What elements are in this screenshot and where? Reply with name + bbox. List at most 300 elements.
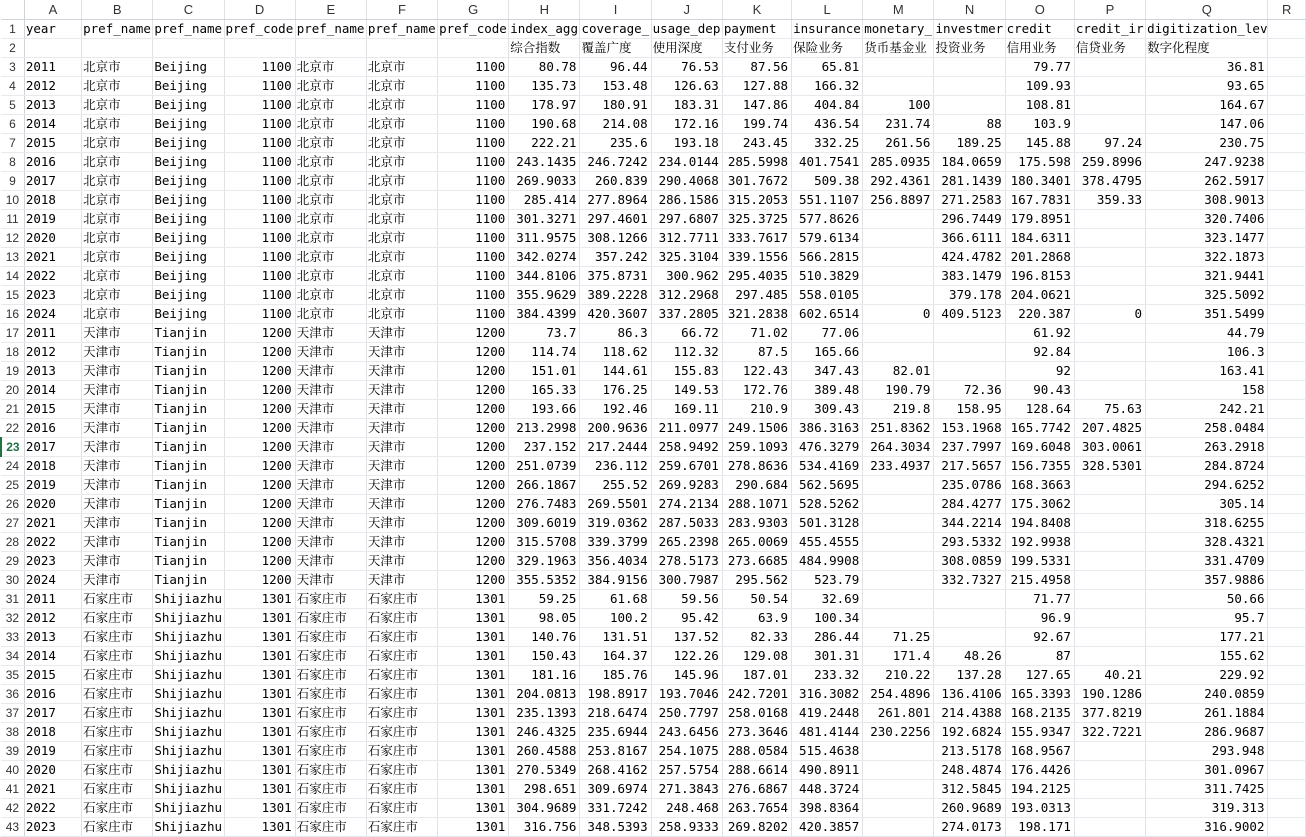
cell-I35[interactable]: 185.76 [580,666,651,685]
cell-A29[interactable]: 2023 [24,552,81,571]
cell-I16[interactable]: 420.3607 [580,305,651,324]
cell-I2[interactable]: 覆盖广度 [580,39,651,58]
cell-D32[interactable]: 1301 [224,609,295,628]
select-all-corner[interactable] [1,0,24,20]
cell-O25[interactable]: 168.3663 [1005,476,1074,495]
cell-O31[interactable]: 71.77 [1005,590,1074,609]
cell-I18[interactable]: 118.62 [580,343,651,362]
cell-B34[interactable]: 石家庄市 [82,647,153,666]
cell-M24[interactable]: 233.4937 [863,457,934,476]
cell-A1[interactable]: year [24,20,81,39]
cell-A34[interactable]: 2014 [24,647,81,666]
cell-O17[interactable]: 61.92 [1005,324,1074,343]
cell-G7[interactable]: 1100 [438,134,509,153]
cell-Q4[interactable]: 93.65 [1146,77,1268,96]
row-header-3[interactable]: 3 [1,58,24,77]
cell-H5[interactable]: 178.97 [509,96,580,115]
cell-I19[interactable]: 144.61 [580,362,651,381]
cell-P4[interactable] [1074,77,1145,96]
cell-J19[interactable]: 155.83 [651,362,722,381]
cell-A11[interactable]: 2019 [24,210,81,229]
row-header-18[interactable]: 18 [1,343,24,362]
cell-N1[interactable]: investmer [934,20,1005,39]
cell-O40[interactable]: 176.4426 [1005,761,1074,780]
cell-J8[interactable]: 234.0144 [651,153,722,172]
column-header-K[interactable]: K [722,0,791,20]
column-header-O[interactable]: O [1005,0,1074,20]
cell-M12[interactable] [863,229,934,248]
cell-B27[interactable]: 天津市 [82,514,153,533]
cell-N17[interactable] [934,324,1005,343]
cell-F28[interactable]: 天津市 [366,533,437,552]
cell-P35[interactable]: 40.21 [1074,666,1145,685]
row-header-41[interactable]: 41 [1,780,24,799]
row-header-12[interactable]: 12 [1,229,24,248]
cell-D39[interactable]: 1301 [224,742,295,761]
cell-P14[interactable] [1074,267,1145,286]
cell-H35[interactable]: 181.16 [509,666,580,685]
cell-K30[interactable]: 295.562 [722,571,791,590]
cell-R31[interactable] [1268,590,1306,609]
cell-C3[interactable]: Beijing [153,58,224,77]
column-header-J[interactable]: J [651,0,722,20]
cell-B1[interactable]: pref_name [82,20,153,39]
cell-B3[interactable]: 北京市 [82,58,153,77]
cell-R7[interactable] [1268,134,1306,153]
cell-D26[interactable]: 1200 [224,495,295,514]
cell-O10[interactable]: 167.7831 [1005,191,1074,210]
cell-E20[interactable]: 天津市 [295,381,366,400]
cell-I22[interactable]: 200.9636 [580,419,651,438]
cell-I42[interactable]: 331.7242 [580,799,651,818]
cell-C9[interactable]: Beijing [153,172,224,191]
row-header-16[interactable]: 16 [1,305,24,324]
cell-R28[interactable] [1268,533,1306,552]
cell-H6[interactable]: 190.68 [509,115,580,134]
cell-P12[interactable] [1074,229,1145,248]
cell-E14[interactable]: 北京市 [295,267,366,286]
cell-E28[interactable]: 天津市 [295,533,366,552]
cell-N18[interactable] [934,343,1005,362]
cell-C24[interactable]: Tianjin [153,457,224,476]
cell-A41[interactable]: 2021 [24,780,81,799]
cell-I11[interactable]: 297.4601 [580,210,651,229]
cell-F18[interactable]: 天津市 [366,343,437,362]
cell-I14[interactable]: 375.8731 [580,267,651,286]
cell-K32[interactable]: 63.9 [722,609,791,628]
cell-E39[interactable]: 石家庄市 [295,742,366,761]
cell-E41[interactable]: 石家庄市 [295,780,366,799]
cell-B39[interactable]: 石家庄市 [82,742,153,761]
cell-P11[interactable] [1074,210,1145,229]
cell-M3[interactable] [863,58,934,77]
cell-Q34[interactable]: 155.62 [1146,647,1268,666]
cell-L12[interactable]: 579.6134 [792,229,863,248]
cell-O12[interactable]: 184.6311 [1005,229,1074,248]
row-header-4[interactable]: 4 [1,77,24,96]
cell-P40[interactable] [1074,761,1145,780]
cell-Q9[interactable]: 262.5917 [1146,172,1268,191]
column-header-E[interactable]: E [295,0,366,20]
cell-Q43[interactable]: 316.9002 [1146,818,1268,837]
cell-G31[interactable]: 1301 [438,590,509,609]
cell-H37[interactable]: 235.1393 [509,704,580,723]
cell-A8[interactable]: 2016 [24,153,81,172]
column-header-G[interactable]: G [438,0,509,20]
cell-E27[interactable]: 天津市 [295,514,366,533]
cell-O1[interactable]: credit [1005,20,1074,39]
cell-R15[interactable] [1268,286,1306,305]
column-header-A[interactable]: A [24,0,81,20]
cell-D4[interactable]: 1100 [224,77,295,96]
row-header-2[interactable]: 2 [1,39,24,58]
cell-L22[interactable]: 386.3163 [792,419,863,438]
cell-F30[interactable]: 天津市 [366,571,437,590]
cell-G6[interactable]: 1100 [438,115,509,134]
row-header-36[interactable]: 36 [1,685,24,704]
cell-A3[interactable]: 2011 [24,58,81,77]
cell-K16[interactable]: 321.2838 [722,305,791,324]
row-header-19[interactable]: 19 [1,362,24,381]
cell-K1[interactable]: payment [722,20,791,39]
cell-C43[interactable]: Shijiazhu [153,818,224,837]
cell-M25[interactable] [863,476,934,495]
cell-C30[interactable]: Tianjin [153,571,224,590]
cell-O11[interactable]: 179.8951 [1005,210,1074,229]
cell-N20[interactable]: 72.36 [934,381,1005,400]
cell-M17[interactable] [863,324,934,343]
cell-D37[interactable]: 1301 [224,704,295,723]
cell-C26[interactable]: Tianjin [153,495,224,514]
cell-C37[interactable]: Shijiazhu [153,704,224,723]
cell-F10[interactable]: 北京市 [366,191,437,210]
cell-G17[interactable]: 1200 [438,324,509,343]
cell-Q1[interactable]: digitization_lev [1146,20,1268,39]
cell-Q10[interactable]: 308.9013 [1146,191,1268,210]
cell-G40[interactable]: 1301 [438,761,509,780]
cell-G33[interactable]: 1301 [438,628,509,647]
cell-A7[interactable]: 2015 [24,134,81,153]
cell-K18[interactable]: 87.5 [722,343,791,362]
cell-J38[interactable]: 243.6456 [651,723,722,742]
cell-Q41[interactable]: 311.7425 [1146,780,1268,799]
cell-J41[interactable]: 271.3843 [651,780,722,799]
cell-L20[interactable]: 389.48 [792,381,863,400]
cell-P31[interactable] [1074,590,1145,609]
cell-O43[interactable]: 198.171 [1005,818,1074,837]
cell-Q3[interactable]: 36.81 [1146,58,1268,77]
cell-H38[interactable]: 246.4325 [509,723,580,742]
cell-L37[interactable]: 419.2448 [792,704,863,723]
cell-C18[interactable]: Tianjin [153,343,224,362]
cell-Q14[interactable]: 321.9441 [1146,267,1268,286]
cell-N8[interactable]: 184.0659 [934,153,1005,172]
cell-P10[interactable]: 359.33 [1074,191,1145,210]
row-header-43[interactable]: 43 [1,818,24,837]
cell-B6[interactable]: 北京市 [82,115,153,134]
cell-D22[interactable]: 1200 [224,419,295,438]
cell-M39[interactable] [863,742,934,761]
cell-C33[interactable]: Shijiazhu [153,628,224,647]
cell-M6[interactable]: 231.74 [863,115,934,134]
cell-B22[interactable]: 天津市 [82,419,153,438]
cell-I41[interactable]: 309.6974 [580,780,651,799]
cell-J2[interactable]: 使用深度 [651,39,722,58]
cell-Q29[interactable]: 331.4709 [1146,552,1268,571]
cell-C14[interactable]: Beijing [153,267,224,286]
cell-B20[interactable]: 天津市 [82,381,153,400]
cell-R14[interactable] [1268,267,1306,286]
cell-D20[interactable]: 1200 [224,381,295,400]
cell-N37[interactable]: 214.4388 [934,704,1005,723]
cell-B31[interactable]: 石家庄市 [82,590,153,609]
cell-C23[interactable]: Tianjin [153,438,224,457]
cell-J31[interactable]: 59.56 [651,590,722,609]
cell-J22[interactable]: 211.0977 [651,419,722,438]
cell-C20[interactable]: Tianjin [153,381,224,400]
cell-D17[interactable]: 1200 [224,324,295,343]
cell-C36[interactable]: Shijiazhu [153,685,224,704]
cell-F35[interactable]: 石家庄市 [366,666,437,685]
cell-C39[interactable]: Shijiazhu [153,742,224,761]
cell-P37[interactable]: 377.8219 [1074,704,1145,723]
cell-F37[interactable]: 石家庄市 [366,704,437,723]
cell-R21[interactable] [1268,400,1306,419]
cell-O14[interactable]: 196.8153 [1005,267,1074,286]
cell-N4[interactable] [934,77,1005,96]
cell-N30[interactable]: 332.7327 [934,571,1005,590]
cell-J28[interactable]: 265.2398 [651,533,722,552]
cell-R13[interactable] [1268,248,1306,267]
row-header-10[interactable]: 10 [1,191,24,210]
cell-J13[interactable]: 325.3104 [651,248,722,267]
cell-K22[interactable]: 249.1506 [722,419,791,438]
cell-P33[interactable] [1074,628,1145,647]
cell-F3[interactable]: 北京市 [366,58,437,77]
cell-E7[interactable]: 北京市 [295,134,366,153]
cell-O27[interactable]: 194.8408 [1005,514,1074,533]
cell-C42[interactable]: Shijiazhu [153,799,224,818]
cell-M2[interactable]: 货币基金业 [863,39,934,58]
cell-M10[interactable]: 256.8897 [863,191,934,210]
column-header-R[interactable]: R [1268,0,1306,20]
cell-J39[interactable]: 254.1075 [651,742,722,761]
cell-H2[interactable]: 综合指数 [509,39,580,58]
cell-P42[interactable] [1074,799,1145,818]
cell-Q11[interactable]: 320.7406 [1146,210,1268,229]
cell-P2[interactable]: 信贷业务 [1074,39,1145,58]
cell-K4[interactable]: 127.88 [722,77,791,96]
cell-R33[interactable] [1268,628,1306,647]
cell-K5[interactable]: 147.86 [722,96,791,115]
cell-I27[interactable]: 319.0362 [580,514,651,533]
cell-K19[interactable]: 122.43 [722,362,791,381]
cell-A42[interactable]: 2022 [24,799,81,818]
cell-H39[interactable]: 260.4588 [509,742,580,761]
cell-K27[interactable]: 283.9303 [722,514,791,533]
cell-I33[interactable]: 131.51 [580,628,651,647]
cell-O6[interactable]: 103.9 [1005,115,1074,134]
cell-B25[interactable]: 天津市 [82,476,153,495]
cell-M19[interactable]: 82.01 [863,362,934,381]
cell-E40[interactable]: 石家庄市 [295,761,366,780]
cell-B9[interactable]: 北京市 [82,172,153,191]
cell-Q39[interactable]: 293.948 [1146,742,1268,761]
cell-I12[interactable]: 308.1266 [580,229,651,248]
cell-D21[interactable]: 1200 [224,400,295,419]
cell-B5[interactable]: 北京市 [82,96,153,115]
cell-P20[interactable] [1074,381,1145,400]
cell-G16[interactable]: 1100 [438,305,509,324]
cell-B8[interactable]: 北京市 [82,153,153,172]
cell-K34[interactable]: 129.08 [722,647,791,666]
cell-E43[interactable]: 石家庄市 [295,818,366,837]
column-header-L[interactable]: L [792,0,863,20]
row-header-32[interactable]: 32 [1,609,24,628]
cell-A10[interactable]: 2018 [24,191,81,210]
cell-R2[interactable] [1268,39,1306,58]
cell-R32[interactable] [1268,609,1306,628]
cell-M38[interactable]: 230.2256 [863,723,934,742]
cell-D34[interactable]: 1301 [224,647,295,666]
cell-C29[interactable]: Tianjin [153,552,224,571]
cell-E16[interactable]: 北京市 [295,305,366,324]
cell-O5[interactable]: 108.81 [1005,96,1074,115]
cell-D25[interactable]: 1200 [224,476,295,495]
cell-G38[interactable]: 1301 [438,723,509,742]
cell-D40[interactable]: 1301 [224,761,295,780]
cell-I34[interactable]: 164.37 [580,647,651,666]
cell-A5[interactable]: 2013 [24,96,81,115]
cell-N35[interactable]: 137.28 [934,666,1005,685]
cell-B13[interactable]: 北京市 [82,248,153,267]
cell-L29[interactable]: 484.9908 [792,552,863,571]
cell-E25[interactable]: 天津市 [295,476,366,495]
cell-N14[interactable]: 383.1479 [934,267,1005,286]
cell-A39[interactable]: 2019 [24,742,81,761]
cell-M26[interactable] [863,495,934,514]
cell-C38[interactable]: Shijiazhu [153,723,224,742]
cell-K24[interactable]: 278.8636 [722,457,791,476]
cell-L5[interactable]: 404.84 [792,96,863,115]
cell-N29[interactable]: 308.0859 [934,552,1005,571]
cell-F25[interactable]: 天津市 [366,476,437,495]
cell-A31[interactable]: 2011 [24,590,81,609]
cell-R22[interactable] [1268,419,1306,438]
cell-F24[interactable]: 天津市 [366,457,437,476]
cell-G20[interactable]: 1200 [438,381,509,400]
cell-I43[interactable]: 348.5393 [580,818,651,837]
cell-Q40[interactable]: 301.0967 [1146,761,1268,780]
cell-H27[interactable]: 309.6019 [509,514,580,533]
cell-Q28[interactable]: 328.4321 [1146,533,1268,552]
row-header-20[interactable]: 20 [1,381,24,400]
cell-G14[interactable]: 1100 [438,267,509,286]
cell-R25[interactable] [1268,476,1306,495]
cell-D15[interactable]: 1100 [224,286,295,305]
cell-K6[interactable]: 199.74 [722,115,791,134]
row-header-5[interactable]: 5 [1,96,24,115]
cell-R5[interactable] [1268,96,1306,115]
cell-F8[interactable]: 北京市 [366,153,437,172]
cell-G15[interactable]: 1100 [438,286,509,305]
cell-I38[interactable]: 235.6944 [580,723,651,742]
cell-G4[interactable]: 1100 [438,77,509,96]
cell-N43[interactable]: 274.0173 [934,818,1005,837]
cell-F29[interactable]: 天津市 [366,552,437,571]
cell-B7[interactable]: 北京市 [82,134,153,153]
cell-Q37[interactable]: 261.1884 [1146,704,1268,723]
cell-Q36[interactable]: 240.0859 [1146,685,1268,704]
row-header-11[interactable]: 11 [1,210,24,229]
cell-C32[interactable]: Shijiazhu [153,609,224,628]
cell-P28[interactable] [1074,533,1145,552]
cell-D9[interactable]: 1100 [224,172,295,191]
cell-M14[interactable] [863,267,934,286]
cell-H42[interactable]: 304.9689 [509,799,580,818]
cell-P25[interactable] [1074,476,1145,495]
cell-L14[interactable]: 510.3829 [792,267,863,286]
cell-N16[interactable]: 409.5123 [934,305,1005,324]
cell-D13[interactable]: 1100 [224,248,295,267]
column-header-M[interactable]: M [863,0,934,20]
cell-B29[interactable]: 天津市 [82,552,153,571]
cell-Q27[interactable]: 318.6255 [1146,514,1268,533]
cell-G28[interactable]: 1200 [438,533,509,552]
cell-D29[interactable]: 1200 [224,552,295,571]
cell-E11[interactable]: 北京市 [295,210,366,229]
cell-G3[interactable]: 1100 [438,58,509,77]
cell-N36[interactable]: 136.4106 [934,685,1005,704]
cell-N9[interactable]: 281.1439 [934,172,1005,191]
cell-Q32[interactable]: 95.7 [1146,609,1268,628]
cell-H25[interactable]: 266.1867 [509,476,580,495]
cell-A43[interactable]: 2023 [24,818,81,837]
cell-K2[interactable]: 支付业务 [722,39,791,58]
cell-I40[interactable]: 268.4162 [580,761,651,780]
cell-I26[interactable]: 269.5501 [580,495,651,514]
cell-O28[interactable]: 192.9938 [1005,533,1074,552]
cell-E34[interactable]: 石家庄市 [295,647,366,666]
cell-O29[interactable]: 199.5331 [1005,552,1074,571]
cell-D19[interactable]: 1200 [224,362,295,381]
cell-O13[interactable]: 201.2868 [1005,248,1074,267]
cell-O19[interactable]: 92 [1005,362,1074,381]
cell-R3[interactable] [1268,58,1306,77]
row-header-37[interactable]: 37 [1,704,24,723]
cell-I4[interactable]: 153.48 [580,77,651,96]
cell-G12[interactable]: 1100 [438,229,509,248]
cell-E35[interactable]: 石家庄市 [295,666,366,685]
cell-K21[interactable]: 210.9 [722,400,791,419]
cell-B38[interactable]: 石家庄市 [82,723,153,742]
cell-K35[interactable]: 187.01 [722,666,791,685]
cell-L8[interactable]: 401.7541 [792,153,863,172]
cell-E38[interactable]: 石家庄市 [295,723,366,742]
cell-E1[interactable]: pref_name [295,20,366,39]
row-header-9[interactable]: 9 [1,172,24,191]
cell-C6[interactable]: Beijing [153,115,224,134]
cell-C13[interactable]: Beijing [153,248,224,267]
cell-H10[interactable]: 285.414 [509,191,580,210]
cell-J32[interactable]: 95.42 [651,609,722,628]
cell-R12[interactable] [1268,229,1306,248]
cell-P22[interactable]: 207.4825 [1074,419,1145,438]
cell-R43[interactable] [1268,818,1306,837]
cell-M4[interactable] [863,77,934,96]
cell-J3[interactable]: 76.53 [651,58,722,77]
cell-B24[interactable]: 天津市 [82,457,153,476]
